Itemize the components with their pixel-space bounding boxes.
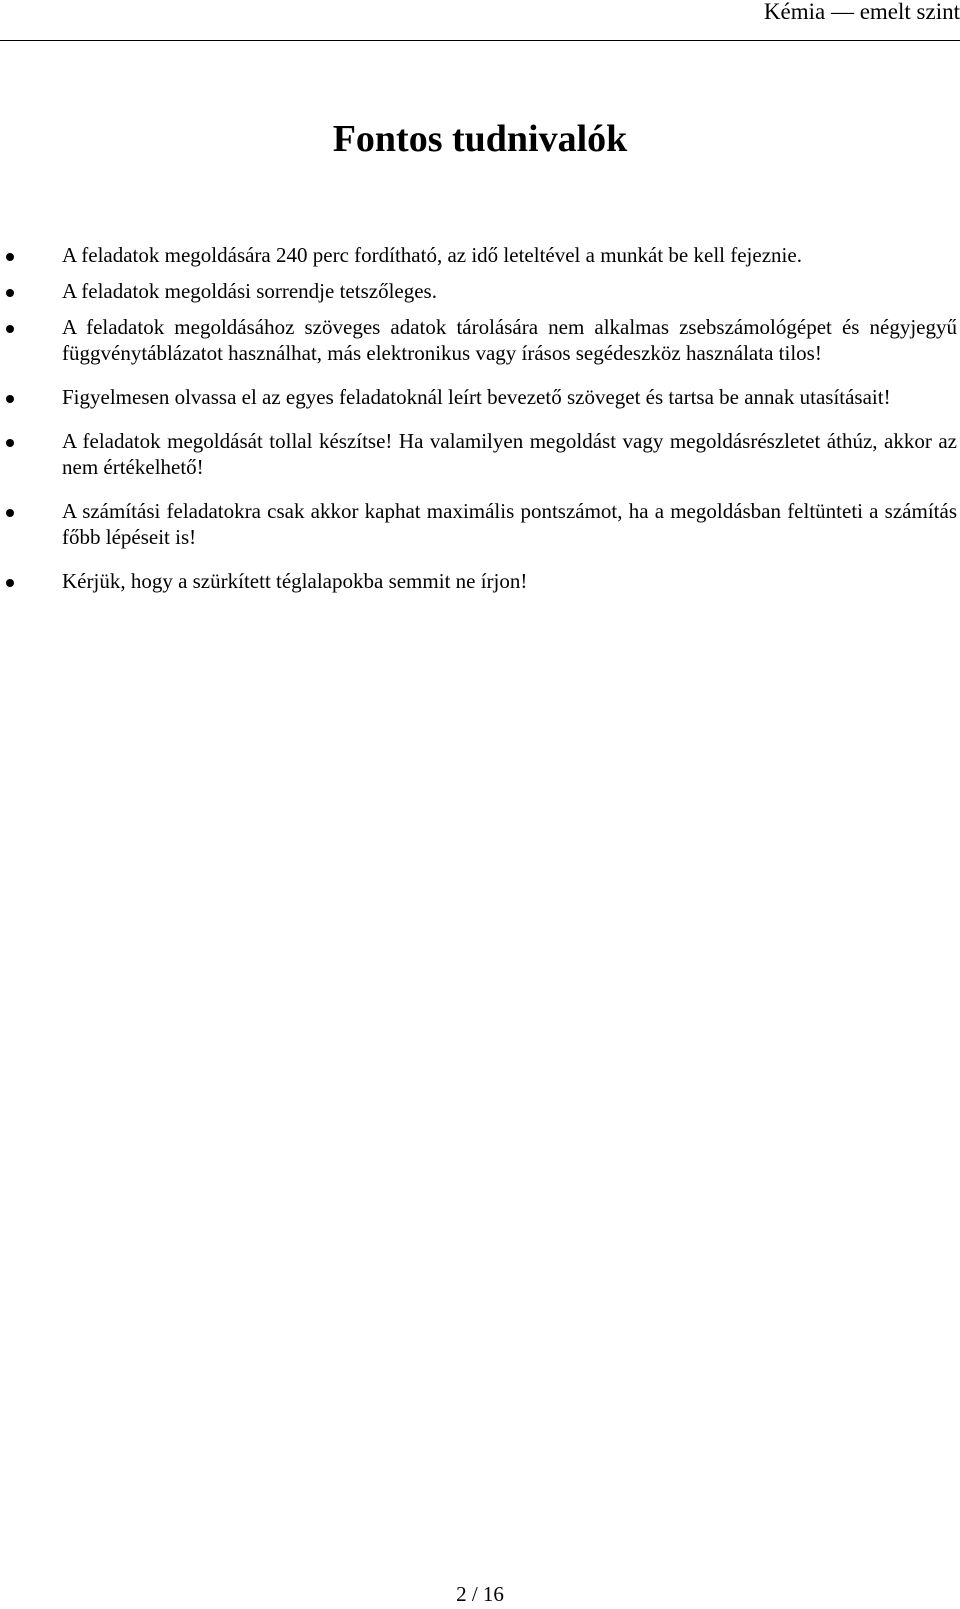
- bullet-icon: [6, 289, 14, 297]
- header-title: Kémia — emelt szint: [763, 0, 960, 24]
- bullet-icon: [6, 579, 14, 587]
- bullet-icon: [6, 325, 14, 333]
- instructions-list: [0, 242, 960, 612]
- instruction-text: A feladatok megoldására 240 perc fordítható, az idő leteltével a munkát be kell fejeznie.: [62, 243, 802, 267]
- instruction-text: A feladatok megoldását tollal készítse! Ha valamilyen megoldást vagy megoldásrészletet áthúz, akkor az nem értékelhető!: [62, 429, 957, 479]
- page-title: Fontos tudnivalók: [332, 118, 628, 160]
- bullet-icon: [6, 395, 14, 403]
- list-item: [0, 314, 960, 366]
- list-item: [0, 242, 960, 268]
- bullet-icon: [6, 253, 14, 261]
- bullet-icon: [6, 509, 14, 517]
- list-item: [0, 498, 960, 550]
- instruction-text: A feladatok megoldásához szöveges adatok tárolására nem alkalmas zsebszámológépet és négyjegyű függvénytáblázatot használhat, más elektronikus vagy írásos segédeszköz használata tilos!: [62, 315, 957, 365]
- bullet-icon: [6, 439, 14, 447]
- list-item: [0, 384, 960, 410]
- instruction-text: A feladatok megoldási sorrendje tetszőleges.: [62, 279, 437, 303]
- page-number: 2 / 16: [456, 1582, 504, 1606]
- list-item: [0, 568, 960, 594]
- page-header: [0, 0, 960, 41]
- instruction-text: Kérjük, hogy a szürkített téglalapokba semmit ne írjon!: [62, 569, 528, 593]
- instruction-text: A számítási feladatokra csak akkor kaphat maximális pontszámot, ha a megoldásban feltünteti a számítás főbb lépéseit is!: [62, 499, 957, 549]
- list-item: [0, 428, 960, 480]
- list-item: [0, 278, 960, 304]
- instruction-text: Figyelmesen olvassa el az egyes feladatoknál leírt bevezető szöveget és tartsa be annak utasításait!: [62, 385, 891, 409]
